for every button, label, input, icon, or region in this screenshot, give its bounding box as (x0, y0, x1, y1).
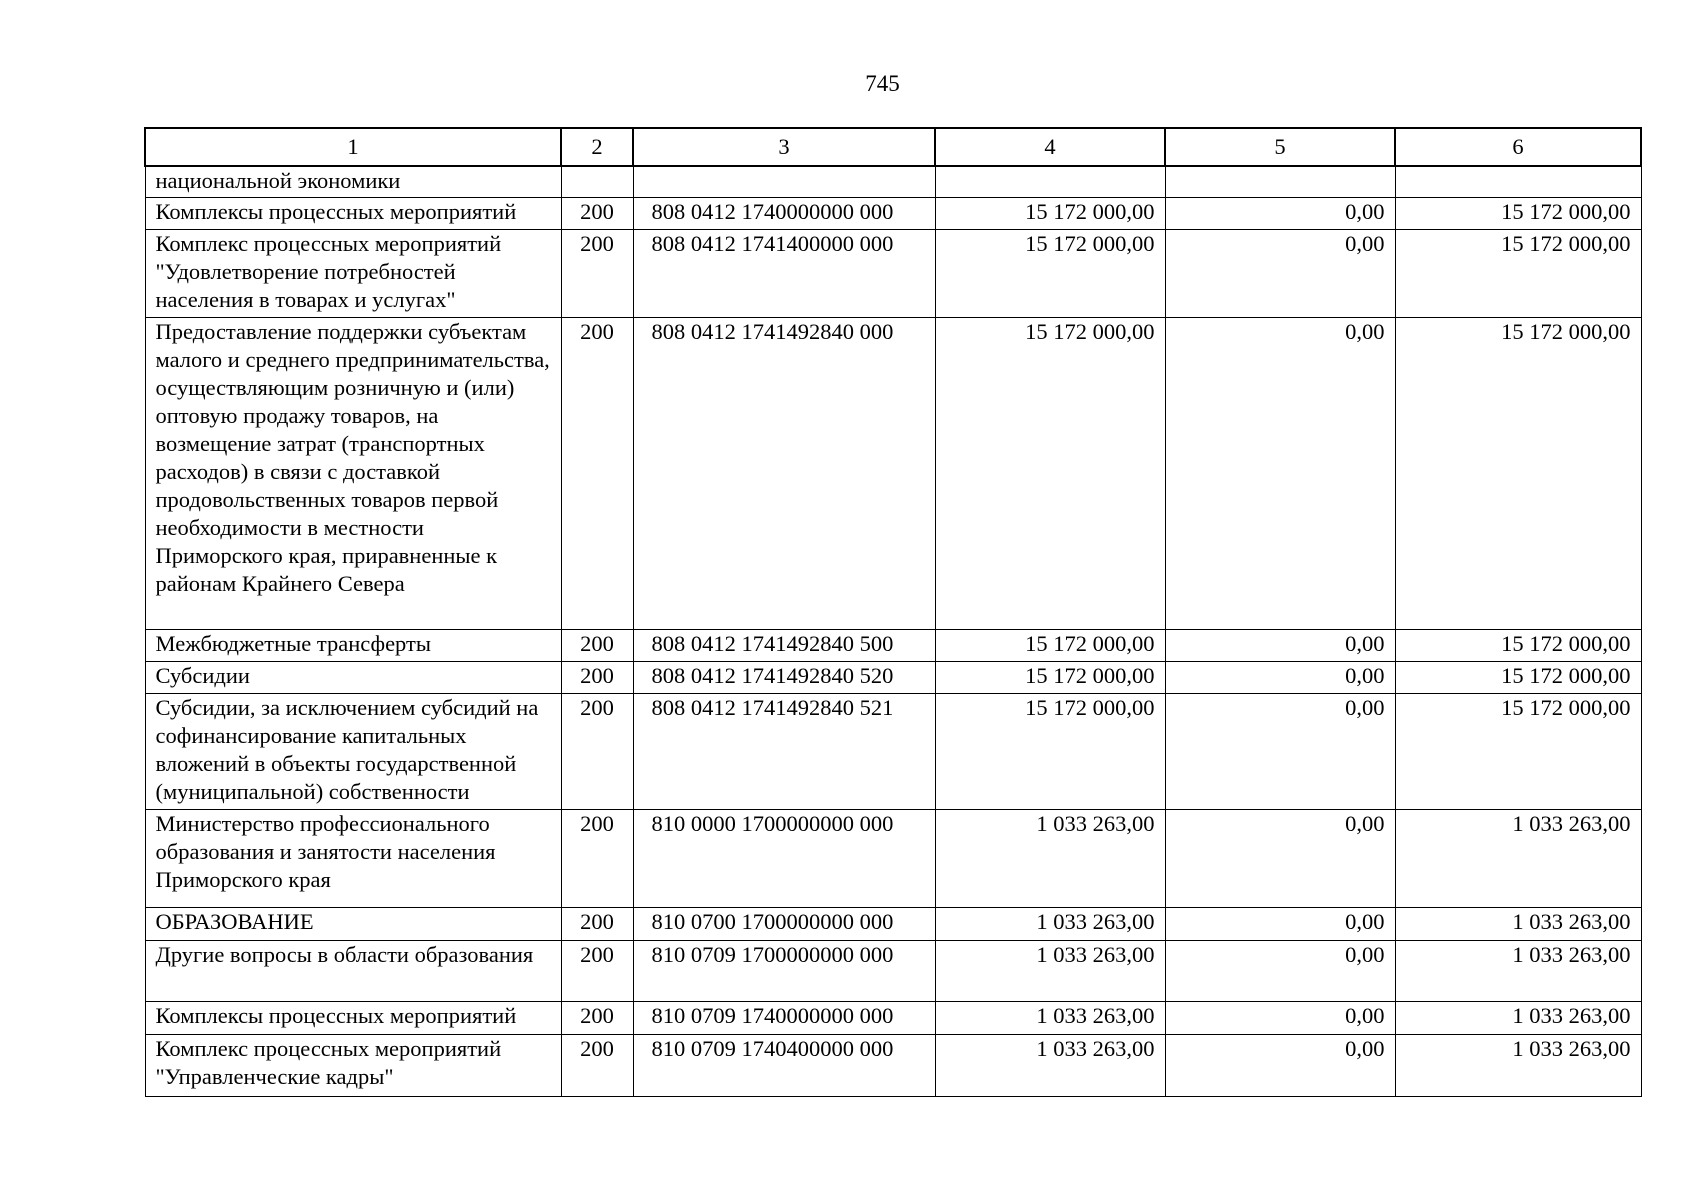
row-amount-change: 0,00 (1165, 1034, 1395, 1096)
row-amount-change: 0,00 (1165, 693, 1395, 809)
table-row (145, 197, 1641, 229)
row-amount-total: 15 172 000,00 (935, 229, 1165, 317)
row-amount-final: 1 033 263,00 (1395, 940, 1641, 1001)
row-amount-total: 15 172 000,00 (935, 317, 1165, 629)
row-code: 200 (561, 661, 633, 693)
row-name: национальной экономики (145, 166, 561, 197)
row-classification (633, 166, 935, 197)
table-row (145, 229, 1641, 317)
row-code: 200 (561, 809, 633, 907)
row-name: ОБРАЗОВАНИЕ (145, 907, 561, 940)
row-code: 200 (561, 629, 633, 661)
column-header-1: 1 (145, 128, 561, 166)
column-header-2: 2 (561, 128, 633, 166)
row-amount-change: 0,00 (1165, 1001, 1395, 1034)
row-amount-change: 0,00 (1165, 809, 1395, 907)
row-amount-final: 1 033 263,00 (1395, 907, 1641, 940)
budget-table (144, 127, 1642, 1097)
table-row (145, 629, 1641, 661)
row-amount-final: 1 033 263,00 (1395, 1001, 1641, 1034)
row-amount-final: 1 033 263,00 (1395, 1034, 1641, 1096)
row-amount-total: 1 033 263,00 (935, 907, 1165, 940)
row-amount-final: 15 172 000,00 (1395, 197, 1641, 229)
column-header-3: 3 (633, 128, 935, 166)
column-header-4: 4 (935, 128, 1165, 166)
row-code: 200 (561, 940, 633, 1001)
row-amount-total: 15 172 000,00 (935, 197, 1165, 229)
page-number: 745 (865, 71, 900, 96)
row-name: Субсидии, за исключением субсидий на софинансирование капитальных вложений в объекты государственной (муниципальной) собственности (145, 693, 561, 809)
table-row (145, 1001, 1641, 1034)
row-amount-final: 15 172 000,00 (1395, 317, 1641, 629)
row-amount-change: 0,00 (1165, 197, 1395, 229)
column-header-6: 6 (1395, 128, 1641, 166)
row-classification: 808 0412 1741492840 000 (633, 317, 935, 629)
row-name: Комплексы процессных мероприятий (145, 1001, 561, 1034)
table-row (145, 940, 1641, 1001)
row-classification: 810 0709 1740000000 000 (633, 1001, 935, 1034)
row-name: Другие вопросы в области образования (145, 940, 561, 1001)
table-row (145, 907, 1641, 940)
row-amount-change (1165, 166, 1395, 197)
row-code: 200 (561, 1001, 633, 1034)
row-amount-total: 15 172 000,00 (935, 693, 1165, 809)
row-amount-total: 1 033 263,00 (935, 1001, 1165, 1034)
row-code: 200 (561, 907, 633, 940)
row-amount-total: 15 172 000,00 (935, 661, 1165, 693)
row-classification: 810 0709 1740400000 000 (633, 1034, 935, 1096)
row-amount-change: 0,00 (1165, 940, 1395, 1001)
table-row (145, 661, 1641, 693)
row-code (561, 166, 633, 197)
row-amount-final: 1 033 263,00 (1395, 809, 1641, 907)
row-amount-change: 0,00 (1165, 661, 1395, 693)
row-code: 200 (561, 197, 633, 229)
row-name: Межбюджетные трансферты (145, 629, 561, 661)
row-amount-change: 0,00 (1165, 907, 1395, 940)
row-classification: 810 0709 1700000000 000 (633, 940, 935, 1001)
table-row (145, 809, 1641, 907)
row-amount-final: 15 172 000,00 (1395, 229, 1641, 317)
row-amount-final: 15 172 000,00 (1395, 693, 1641, 809)
row-amount-total: 1 033 263,00 (935, 1034, 1165, 1096)
row-classification: 808 0412 1741492840 521 (633, 693, 935, 809)
row-amount-total: 15 172 000,00 (935, 629, 1165, 661)
row-name: Комплексы процессных мероприятий (145, 197, 561, 229)
row-name: Субсидии (145, 661, 561, 693)
row-amount-change: 0,00 (1165, 317, 1395, 629)
row-classification: 808 0412 1741492840 520 (633, 661, 935, 693)
row-classification: 808 0412 1741492840 500 (633, 629, 935, 661)
row-classification: 808 0412 1740000000 000 (633, 197, 935, 229)
row-classification: 810 0700 1700000000 000 (633, 907, 935, 940)
row-name: Комплекс процессных мероприятий "Удовлетворение потребностей населения в товарах и услугах" (145, 229, 561, 317)
row-classification: 808 0412 1741400000 000 (633, 229, 935, 317)
row-amount-final: 15 172 000,00 (1395, 629, 1641, 661)
row-name: Комплекс процессных мероприятий "Управленческие кадры" (145, 1034, 561, 1096)
row-amount-total: 1 033 263,00 (935, 809, 1165, 907)
row-amount-change: 0,00 (1165, 229, 1395, 317)
row-amount-total: 1 033 263,00 (935, 940, 1165, 1001)
table-row (145, 1034, 1641, 1096)
table-row (145, 166, 1641, 197)
row-code: 200 (561, 229, 633, 317)
row-name: Предоставление поддержки субъектам малого и среднего предпринимательства, осуществляющим розничную и (или) оптовую продажу товаров, на возмещение затрат (транспортных расходов) в связи с доставкой продовольственных товаров первой необходимости в местности Приморского края, приравненные к районам Крайнего Севера (145, 317, 561, 629)
row-code: 200 (561, 1034, 633, 1096)
row-amount-total (935, 166, 1165, 197)
row-code: 200 (561, 317, 633, 629)
row-code: 200 (561, 693, 633, 809)
table-row (145, 693, 1641, 809)
row-name: Министерство профессионального образования и занятости населения Приморского края (145, 809, 561, 907)
row-classification: 810 0000 1700000000 000 (633, 809, 935, 907)
row-amount-final (1395, 166, 1641, 197)
table-row (145, 317, 1641, 629)
table-header-row (145, 128, 1641, 166)
column-header-5: 5 (1165, 128, 1395, 166)
row-amount-change: 0,00 (1165, 629, 1395, 661)
row-amount-final: 15 172 000,00 (1395, 661, 1641, 693)
